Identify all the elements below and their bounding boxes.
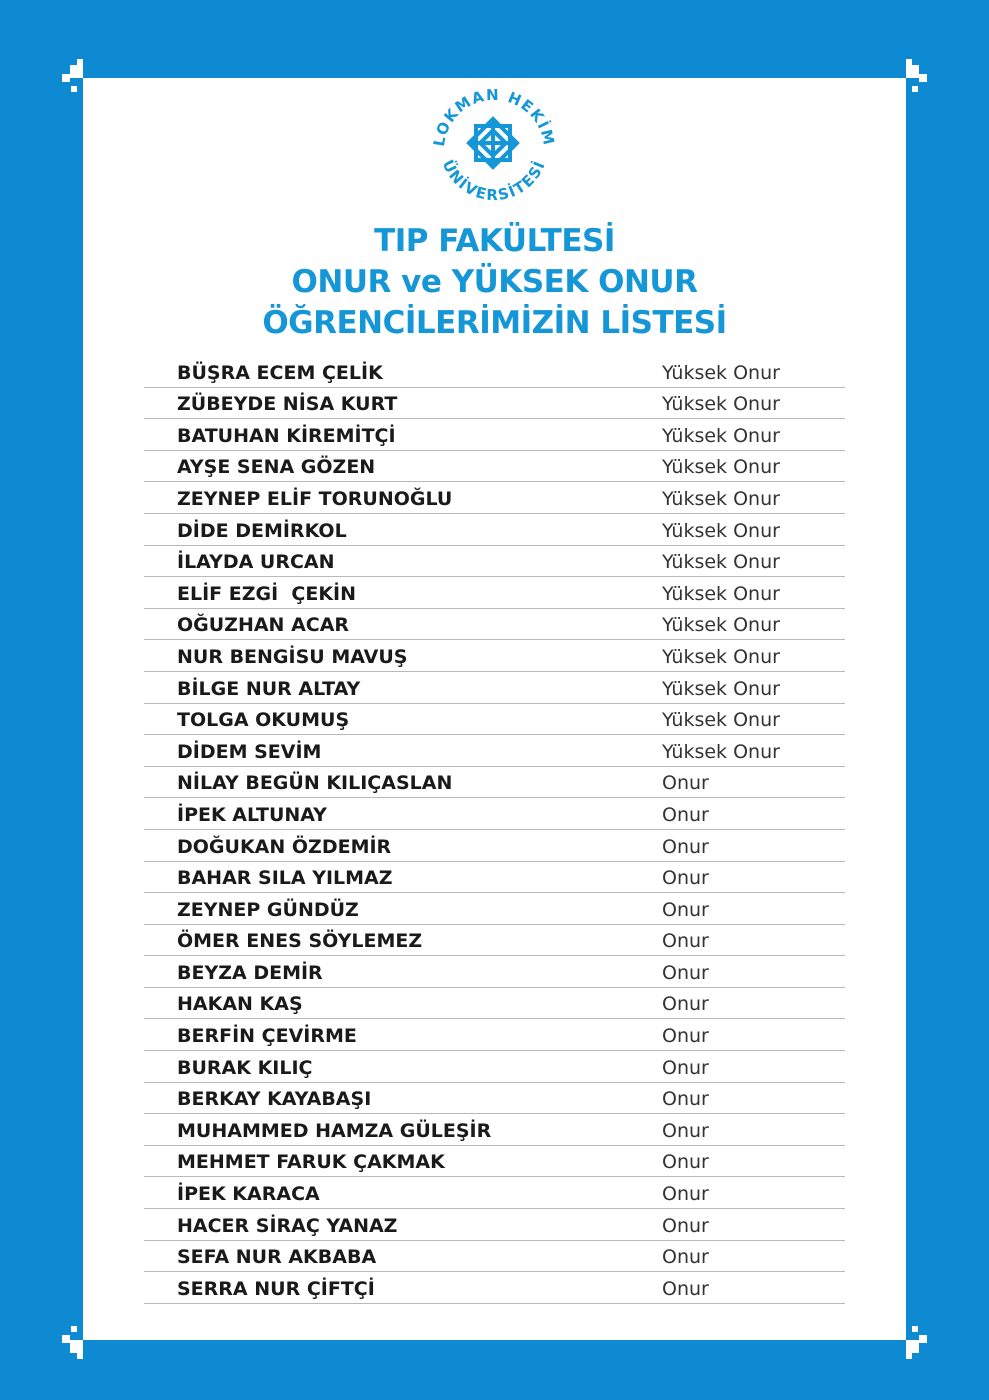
student-name: BURAK KILIÇ [177, 1056, 313, 1079]
honor-status: Onur [662, 1025, 709, 1048]
honor-status: Onur [662, 867, 709, 890]
student-name: NİLAY BEGÜN KILIÇASLAN [177, 772, 453, 795]
list-item [144, 1083, 845, 1115]
logo-text-top: LOKMAN HEKİM [430, 85, 559, 148]
student-name: ÖMER ENES SÖYLEMEZ [177, 930, 423, 953]
student-name: DOĞUKAN ÖZDEMİR [177, 835, 392, 858]
student-name: AYŞE SENA GÖZEN [177, 456, 376, 479]
student-name: ZEYNEP ELİF TORUNOĞLU [177, 487, 453, 510]
honor-status: Yüksek Onur [662, 709, 780, 732]
student-name: SERRA NUR ÇİFTÇİ [177, 1277, 375, 1300]
list-item [144, 830, 845, 862]
student-name: NUR BENGİSU MAVUŞ [177, 645, 408, 668]
student-name: TOLGA OKUMUŞ [177, 709, 350, 732]
honor-status: Yüksek Onur [662, 519, 780, 542]
honor-status: Onur [662, 1246, 709, 1269]
student-name: ELİF EZGİ ÇEKİN [177, 582, 357, 605]
student-name: HAKAN KAŞ [177, 993, 303, 1016]
student-name: OĞUZHAN ACAR [177, 614, 350, 637]
student-name: BİLGE NUR ALTAY [177, 677, 361, 700]
honor-status: Yüksek Onur [662, 393, 780, 416]
honor-status: Yüksek Onur [662, 361, 780, 384]
honor-status: Onur [662, 1183, 709, 1206]
student-name: MEHMET FARUK ÇAKMAK [177, 1151, 445, 1174]
list-item [144, 451, 845, 483]
page-title-line-3: ÖĞRENCİLERİMİZİN LİSTESİ [262, 305, 727, 341]
logo-star-pattern [469, 119, 517, 167]
student-name: BERKAY KAYABAŞI [177, 1088, 372, 1111]
list-item [144, 1272, 845, 1304]
list-item [144, 798, 845, 830]
list-item [144, 1177, 845, 1209]
list-item [144, 893, 845, 925]
student-name: BERFİN ÇEVİRME [177, 1025, 357, 1048]
list-item [144, 482, 845, 514]
student-name: MUHAMMED HAMZA GÜLEŞİR [177, 1119, 492, 1142]
honor-status: Onur [662, 803, 709, 826]
list-item [144, 925, 845, 957]
list-item [144, 672, 845, 704]
list-item [144, 1241, 845, 1273]
honor-status: Yüksek Onur [662, 582, 780, 605]
honor-status: Onur [662, 1088, 709, 1111]
honor-status: Yüksek Onur [662, 551, 780, 574]
university-seal-icon [426, 80, 562, 216]
honor-status: Onur [662, 898, 709, 921]
list-item [144, 356, 845, 388]
honor-status: Yüksek Onur [662, 487, 780, 510]
list-item [144, 577, 845, 609]
honor-status: Yüksek Onur [662, 456, 780, 479]
list-item [144, 1019, 845, 1051]
honor-status: Onur [662, 1277, 709, 1300]
student-name: İLAYDA URCAN [177, 551, 335, 574]
list-item [144, 767, 845, 799]
student-list [144, 356, 845, 1304]
page-title-line-1: TIP FAKÜLTESİ [374, 223, 615, 259]
list-item [144, 640, 845, 672]
student-name: SEFA NUR AKBABA [177, 1246, 377, 1269]
student-name: DİDE DEMİRKOL [177, 519, 347, 542]
list-item [144, 1146, 845, 1178]
student-name: ZEYNEP GÜNDÜZ [177, 898, 359, 921]
student-name: DİDEM SEVİM [177, 740, 322, 763]
honor-status: Onur [662, 1056, 709, 1079]
list-item [144, 988, 845, 1020]
student-name: İPEK KARACA [177, 1183, 320, 1206]
honor-status: Yüksek Onur [662, 614, 780, 637]
list-item [144, 1209, 845, 1241]
honor-status: Onur [662, 993, 709, 1016]
student-name: BATUHAN KİREMİTÇİ [177, 424, 396, 447]
student-name: ZÜBEYDE NİSA KURT [177, 393, 398, 416]
list-item [144, 956, 845, 988]
honor-status: Onur [662, 1214, 709, 1237]
list-item [144, 609, 845, 641]
honor-status: Onur [662, 1151, 709, 1174]
honor-status: Onur [662, 772, 709, 795]
honor-status: Onur [662, 961, 709, 984]
logo-text-bottom: ÜNİVERSİTESİ [438, 157, 550, 205]
honor-status: Yüksek Onur [662, 677, 780, 700]
honor-status: Onur [662, 1119, 709, 1142]
honor-status: Yüksek Onur [662, 645, 780, 668]
honor-status: Yüksek Onur [662, 740, 780, 763]
honor-status: Yüksek Onur [662, 424, 780, 447]
student-name: BÜŞRA ECEM ÇELİK [177, 361, 383, 384]
list-item [144, 862, 845, 894]
list-item [144, 735, 845, 767]
student-name: BEYZA DEMİR [177, 961, 323, 984]
list-item [144, 419, 845, 451]
list-item [144, 514, 845, 546]
honor-status: Onur [662, 835, 709, 858]
student-name: İPEK ALTUNAY [177, 803, 327, 826]
list-item [144, 388, 845, 420]
student-name: BAHAR SILA YILMAZ [177, 867, 393, 890]
student-name: HACER SİRAÇ YANAZ [177, 1214, 398, 1237]
list-item [144, 1114, 845, 1146]
honor-status: Onur [662, 930, 709, 953]
list-item [144, 546, 845, 578]
list-item [144, 704, 845, 736]
list-item [144, 1051, 845, 1083]
page-title-line-2: ONUR ve YÜKSEK ONUR [291, 264, 698, 300]
